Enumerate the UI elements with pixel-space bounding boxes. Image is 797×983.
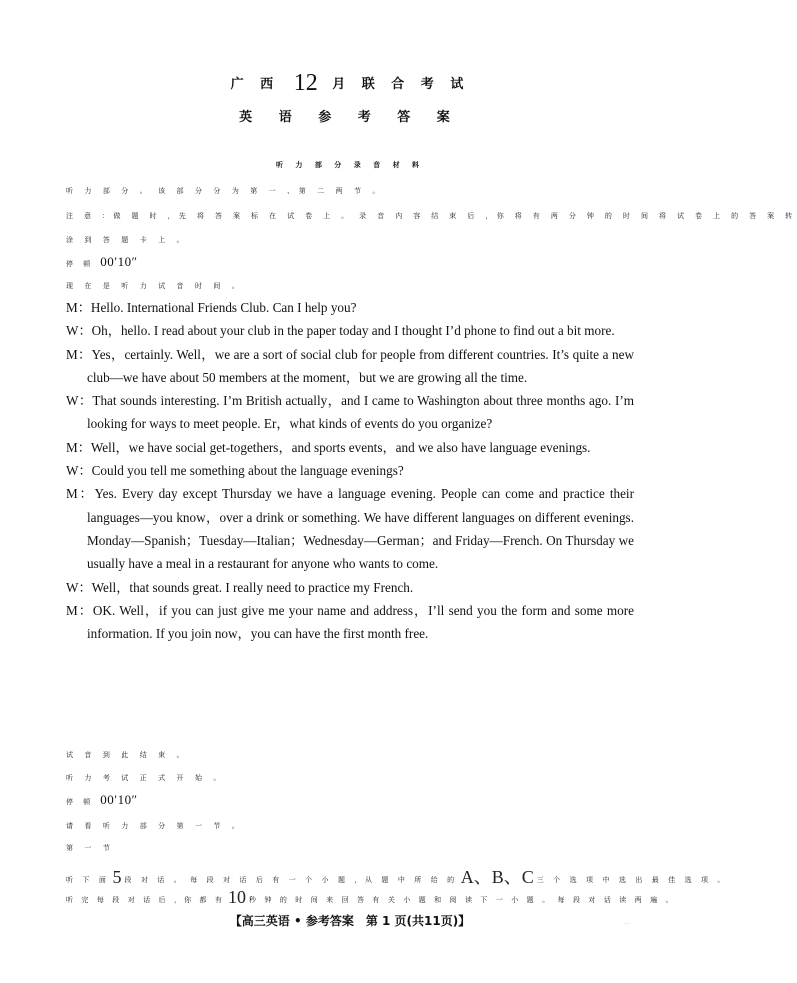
- instruction-1-options: A、B、C: [460, 867, 534, 887]
- instruction-1-count: 5: [112, 867, 122, 887]
- dialogue-turn: [66, 319, 634, 342]
- instruction-1-part-c: 三 个 选 项 中 选 出 最 佳 选 项 。: [536, 876, 729, 884]
- instruction-2-part-b: 秒 钟 的 时 间 来 回 答 有 关 小 题 和 阅 读 下 一 小 题 。 每 段 对 话 读 两 遍 。: [249, 896, 676, 904]
- turn-text: Well，we have social get-togethers，and sports events，and we also have language evenings.: [90, 439, 591, 455]
- trial-time-line: 现 在 是 听 力 试 音 时 间 。: [66, 282, 244, 290]
- instruction-1-part-a: 听 下 面: [66, 876, 110, 884]
- pause-label-1: 停 顿: [66, 260, 95, 268]
- turn-text: That sounds interesting. I’m British actually，and I came to Washington about three months ago. I’m looking for ways to meet people. Er，what kinds of events do you organize?: [87, 393, 634, 432]
- speaker-label: W：: [66, 463, 92, 479]
- speaker-label: M：: [66, 300, 91, 315]
- dialogue-turn: [66, 576, 634, 599]
- instruction-2-seconds: 10: [228, 887, 247, 907]
- speaker-label: M：: [66, 602, 93, 618]
- test-start-line: 听 力 考 试 正 式 开 始 。: [66, 774, 226, 782]
- turn-text: Oh，hello. I read about your club in the paper today and I thought I’d phone to find out a bit more.: [91, 323, 615, 339]
- dialogue-turn: [66, 436, 634, 459]
- turn-text: Well，that sounds great. I really need to practice my French.: [91, 579, 414, 595]
- dialogue-turn: [66, 389, 634, 436]
- section-one-line: 请 看 听 力 部 分 第 一 节 。: [66, 822, 244, 830]
- pause-timer-1: [66, 254, 138, 270]
- dialogue-turn: [66, 296, 634, 319]
- pause-label-2: 停 顿: [66, 798, 95, 806]
- instruction-2-part-a: 听 完 每 段 对 话 后 ，你 都 有: [66, 896, 226, 904]
- pause-timer-2: [66, 792, 138, 808]
- exam-title-month: 12: [293, 70, 318, 96]
- dialogue-turn: [66, 599, 634, 646]
- page-footer: 【高三英语 • 参考答案 第 1 页(共11页)】: [229, 914, 471, 928]
- turn-text: Yes. Every day except Thursday we have a language evening. People can come and practice their languages—you know，over a drink or something. We have different languages on different evenings. Monday—Spanish；Tuesday—Italian；Wednesday—German；and Friday—French. On Thursday we usually have a meal in a restaurant for anyone who wants to come.: [87, 486, 634, 572]
- pause-value-2: 00′10″: [100, 792, 138, 807]
- intro-line-3: 涂 到 答 题 卡 上 。: [66, 236, 189, 244]
- dialogue-turn: [66, 482, 634, 575]
- exam-subtitle: 英 语 参 考 答 案: [239, 110, 461, 125]
- intro-line-1: 听 力 部 分 。 该 部 分 分 为 第 一 、第 二 两 节 。: [66, 187, 385, 195]
- instruction-1-part-b: 段 对 话 。 每 段 对 话 后 有 一 个 小 题 ，从 题 中 所 给 的: [124, 876, 458, 884]
- speaker-label: M：: [66, 346, 92, 362]
- pause-value-1: 00′10″: [100, 254, 138, 269]
- exam-title-suffix: 月 联 合 考 试: [332, 77, 470, 92]
- exam-title: [0, 68, 700, 95]
- speaker-label: M：: [66, 486, 95, 502]
- turn-text: Could you tell me something about the language evenings?: [91, 463, 404, 479]
- section-one-heading: 第 一 节: [66, 844, 115, 852]
- trial-end-line: 试 音 到 此 结 束 。: [66, 751, 189, 759]
- section-title: 听 力 部 分 录 音 材 料: [275, 161, 425, 169]
- dialogue: [66, 296, 634, 645]
- turn-text: Hello. International Friends Club. Can I help you?: [90, 300, 357, 315]
- dialogue-turn: [66, 343, 634, 390]
- turn-text: Yes，certainly. Well，we are a sort of social club for people from different countries. It’s quite a new club—we have about 50 members at the moment，but we are growing all the time.: [87, 346, 634, 385]
- instruction-line-2: [66, 886, 676, 907]
- speaker-label: W：: [66, 579, 92, 595]
- corner-mark: ...: [624, 919, 630, 926]
- exam-title-prefix: 广 西: [230, 77, 280, 92]
- speaker-label: W：: [66, 323, 92, 339]
- speaker-label: W：: [66, 393, 93, 409]
- dialogue-turn: [66, 459, 634, 482]
- turn-text: OK. Well，if you can just give me your name and address，I’ll send you the form and some more information. If you join now，you can have the first month free.: [87, 602, 634, 642]
- instruction-line-1: [66, 862, 729, 888]
- intro-line-2: 注 意 ：做 题 时 ，先 将 答 案 标 在 试 卷 上 。 录 音 内 容 结 束 后 ，你 将 有 两 分 钟 的 时 间 将 试 卷 上 的 答 案 转: [66, 212, 797, 220]
- speaker-label: M：: [66, 439, 91, 455]
